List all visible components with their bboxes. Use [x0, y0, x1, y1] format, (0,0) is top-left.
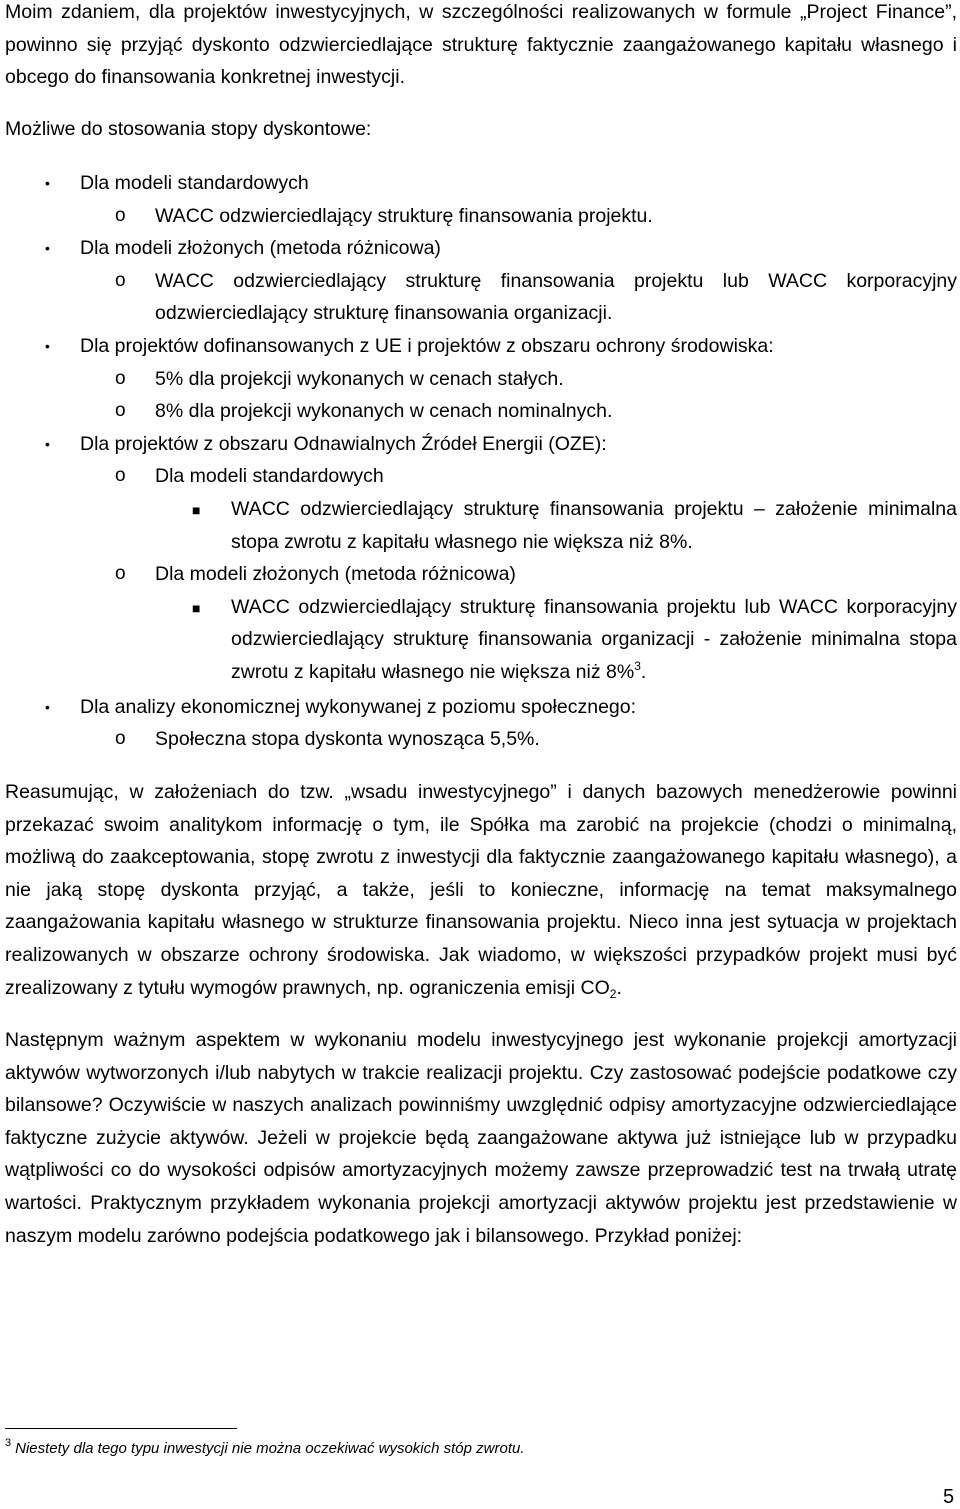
sub-list-item-text: WACC odzwierciedlający strukturę finansowania projektu. — [155, 204, 653, 227]
sub-sub-list-item — [5, 493, 957, 558]
circle-marker: o — [115, 465, 126, 487]
list-item-text: Dla analizy ekonomicznej wykonywanej z poziomu społecznego: — [80, 695, 637, 718]
list-item-text: Dla modeli standardowych — [80, 172, 309, 194]
sub-list-item — [5, 363, 957, 396]
circle-marker: o — [115, 269, 126, 291]
circle-marker: o — [115, 563, 126, 585]
square-marker: ■ — [192, 501, 201, 518]
sub-list-item-text: Społeczna stopa dyskonta wynosząca 5,5%. — [155, 728, 540, 751]
sub-list-item — [5, 395, 957, 428]
sub-list-item-text: Dla modeli złożonych (metoda różnicowa) — [155, 563, 516, 586]
list-item — [5, 428, 957, 461]
discount-rate-list — [5, 167, 957, 756]
footnote-number: 3 — [5, 1437, 12, 1449]
sub-sub-list-item — [5, 591, 957, 691]
page-number: 5 — [943, 1486, 955, 1508]
sub-list-item — [5, 460, 957, 493]
paragraph-summary-text: Reasumując, w założeniach do tzw. „wsadu inwestycyjnego” i danych bazowych menedżerowie powinni przekazać swoim analitykom informację o tym, ile Spółka ma zarobić na projekcie (chodzi o minimalną, możliwą do zaakceptowania, stopę zwrotu z inwestycji dla faktycznie zaangażowanego kapitału własnego), a nie jaką stopę dyskonta przyjąć, a także, jeśli to konieczne, informację na temat maksymalnego zaangażowania kapitału własnego w strukturze finansowania projektu. Nieco inna jest sytuacja w projektach realizowanych w obszarze ochrony środowiska. Jak wiadomo, w większości przypadków projekt musi być zrealizowany z tytułu wymogów prawnych, np. ograniczenia emisji CO — [5, 781, 957, 999]
circle-marker: o — [115, 400, 126, 422]
bullet-marker: • — [45, 337, 50, 354]
sub-list-item-text: WACC odzwierciedlający strukturę finansowania projektu lub WACC korporacyjny odzwierciedlający strukturę finansowania organizacji. — [155, 269, 957, 325]
sub-sub-list-item-text: WACC odzwierciedlający strukturę finansowania projektu lub WACC korporacyjny odzwierciedlający strukturę finansowania organizacji - założenie minimalna stopa zwrotu z kapitału własnego nie większa niż 8% — [231, 595, 957, 683]
sentence-end: . — [640, 660, 647, 683]
paragraph-summary — [5, 776, 957, 1006]
sub-list-item — [5, 265, 957, 330]
list-item — [5, 167, 957, 200]
sub-list-item — [5, 200, 957, 233]
circle-marker: o — [115, 204, 126, 226]
list-item-text: Dla projektów z obszaru Odnawialnych Źródeł Energii (OZE): — [80, 432, 607, 455]
paragraph-amortization: Następnym ważnym aspektem w wykonaniu modelu inwestycyjnego jest wykonanie projekcji amortyzacji aktywów wytworzonych i/lub nabytych w trakcie realizacji projektu. Czy zastosować podejście podatkowe czy bilansowe? Oczywiście w naszych analizach powinniśmy uwzględnić odpisy amortyzacyjne odzwierciedlające faktyczne zużycie aktywów. Jeżeli w projekcie będą zaangażowane aktywa już istniejące lub w przypadku wątpliwości co do wysokości odpisów amortyzacyjnych możemy zawsze przeprowadzić test na trwałą utratę wartości. Praktycznym przykładem wykonania projekcji amortyzacji aktywów projektu jest przedstawienie w naszym modelu zarówno podejścia podatkowego jak i bilansowego. Przykład poniżej: — [5, 1029, 957, 1247]
sub-list-item — [5, 723, 957, 756]
list-heading: Możliwe do stosowania stopy dyskontowe: — [5, 118, 372, 140]
circle-marker: o — [115, 367, 126, 389]
bullet-marker: • — [45, 435, 50, 452]
sub-list-item-text: 5% dla projekcji wykonanych w cenach stałych. — [155, 367, 564, 390]
circle-marker: o — [115, 728, 126, 750]
list-item — [5, 232, 957, 265]
bullet-marker: • — [45, 698, 50, 715]
list-item — [5, 330, 957, 363]
sub-list-item-text: 8% dla projekcji wykonanych w cenach nominalnych. — [155, 400, 613, 423]
square-marker: ■ — [192, 599, 201, 616]
list-item-text: Dla projektów dofinansowanych z UE i projektów z obszaru ochrony środowiska: — [80, 334, 774, 357]
footnote-divider — [5, 1428, 237, 1429]
sentence-end: . — [616, 976, 622, 999]
sub-list-item-text: Dla modeli standardowych — [155, 465, 384, 488]
sub-sub-list-item-text: WACC odzwierciedlający strukturę finansowania projektu – założenie minimalna stopa zwrotu z kapitału własnego nie większa niż 8%. — [231, 497, 957, 553]
list-item — [5, 691, 957, 724]
paragraph-intro-discount: Moim zdaniem, dla projektów inwestycyjnych, w szczególności realizowanych w formule „Project Finance”, powinno się przyjąć dyskonto odzwierciedlające strukturę faktycznie zaangażowanego kapitału własnego i obcego do finansowania konkretnej inwestycji. — [5, 1, 957, 89]
bullet-marker: • — [45, 240, 50, 257]
bullet-marker: • — [45, 175, 50, 191]
co2-subscript: 2 — [609, 986, 617, 1001]
footnote — [5, 1437, 525, 1457]
footnote-text: Niestety dla tego typu inwestycji nie można oczekiwać wysokich stóp zwrotu. — [15, 1440, 525, 1457]
footnote-reference[interactable]: 3 — [634, 658, 641, 673]
list-item-text: Dla modeli złożonych (metoda różnicowa) — [80, 237, 441, 260]
sub-list-item — [5, 558, 957, 591]
